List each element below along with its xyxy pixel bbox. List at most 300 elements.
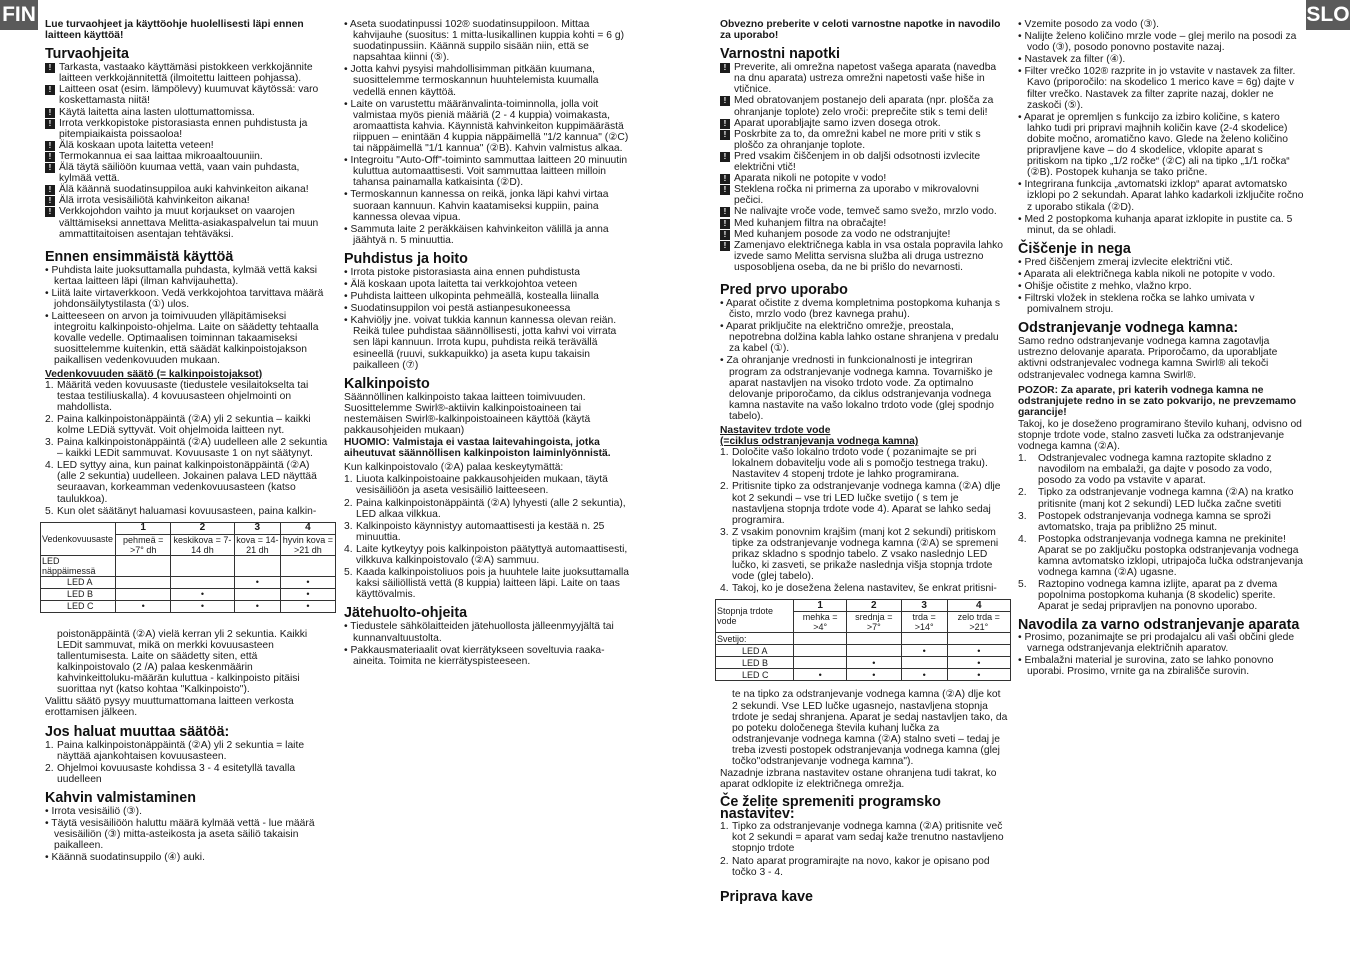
step-number: 4. [344,543,353,555]
bullet-text: Irrota vesisäiliö (③). [51,805,142,817]
step-number: 4. [720,583,729,595]
slo-waste-title: Navodila za varno odstranjevanje aparata [1018,616,1300,633]
step-number: 3. [45,437,54,449]
warning-text: Preverite, ali omrežna napetost vašega aparata (navedba na dnu aparata) ustreza omrežni napetosti vaše hiše in vtičnice. [734,62,997,96]
bullet-text: Aparat priključite na električno omrežje, preostala, nepotrebna dolžina kabla lahko ostane shranjena v predalu za kabel (①). [725,321,999,355]
step-text: Postopka odstranjevanja vodnega kamna ne prekinite! Aparat se po zaključku postopka odstranjevanja vodnega kamna avtomatsko izklopi, utripajoča lučka odstranjevanja vodnega kamna (②A) ugasne. [1038,533,1303,579]
slo-safety-list [720,62,1008,273]
fin-decalc-warning: HUOMIO: Valmistaja ei vastaa laitevahingoista, jotka aiheutuvat säännöllisen kalkinpoiston laiminlyönnistä. [344,437,611,460]
table-cell [234,555,280,576]
numbered-step [720,447,1008,480]
numbered-step [45,763,331,785]
table-cell [171,555,235,576]
numbered-step [1018,579,1306,612]
table-header-cell: Vedenkovuusaste [41,522,116,555]
fin-first-use-title: Ennen ensimmäistä käyttöä [45,248,234,265]
warning-text: Laitteen osat (esim. lämpölevy) kuumuvat käytössä: varo koskettamasta niitä! [59,84,319,107]
slo-clean-title: Čiščenje in nega [1018,240,1131,257]
warning-icon: ! [45,163,55,173]
bullet-text: Kahviöljy jne. voivat tukkia kannun kannessa olevan reiän. Reikä tulee puhdistaa säännöllisesti, jotta kahvi voi virrata sen läpi kannuun. Irrota kupu, puhdista reikä terävällä esineellä (ruuvi, sukkapuikko) ja aseta kupu takaisin paikalleen (⑦) [350,315,617,371]
warning-icon: ! [720,119,730,129]
slo-brew-title: Priprava kave [720,888,813,905]
warning-icon: ! [45,85,55,95]
warning-text: Älä koskaan upota laitetta veteen! [59,139,214,151]
bullet-item: • Puhdista laitteen ulkopinta pehmeällä, kostealla liinalla [344,291,599,303]
table-subheader-cell: hyvin kova = >21 dh [280,534,335,555]
step-text: Raztopino vodnega kamna izlijte, aparat pa z dvema popolnima postopkoma kuhanja (8 skodelic) sperite. Aparat je sedaj pripravljen na ponovno uporabo. [1038,579,1278,613]
numbered-step [45,740,331,762]
slo-brew-list [1018,19,1306,236]
step-number: 2. [344,497,353,509]
bullet-text: Pred čiščenjem zmeraj izvlecite električni vtič. [1024,256,1233,268]
step-text: LED syttyy aina, kun painat kalkinpoistonäppäintä (②A) (alle 2 sekuntia) uudelleen. Jokainen palava LED näyttää seuraavan, korkeamman vedenkovuusasteen (katso taulukkoa). [57,460,317,505]
fin-brew-title: Kahvin valmistaminen [45,789,196,806]
warning-text: Med kuhanjem filtra na obračajte! [734,217,887,229]
table-cell [846,633,901,645]
warning-icon: ! [720,130,730,140]
bullet-item: • Suodatinsuppilon voi pestä astianpesukoneessa [344,303,571,315]
warning-item [720,118,1008,129]
table-header-cell: 4 [280,522,335,534]
fin-intro: Lue turvaohjeet ja käyttöohje huolellisesti läpi ennen laitteen käyttöä! [45,19,304,42]
led-mark: • [280,588,335,600]
bullet-text: Sammuta laite 2 peräkkäisen kahvinkeiton välillä ja anna jäähtyä n. 5 minuuttia. [350,223,609,246]
bullet-item: • Laite on varustettu määränvalinta-toiminnolla, jolla voit valmistaa myös pieniä määriä (2 - 4 kuppia) voimakasta, aromaattista kahvia. Käynnistä kahvinkeiton kuppimäärästä riippuen – enintään 4 kuppia näppäimellä "1/2 kannua" (②C) tai näppäimellä "1/1 kannua" (②B). Kahvin valmistus alkaa. [344,98,629,155]
step-number: 1. [720,821,729,833]
warning-icon: ! [45,207,55,217]
warning-text: Steklena ročka ni primerna za uporabo v mikrovalovni pečici. [734,184,979,207]
bullet-text: Integroitu "Auto-Off"-toiminto sammuttaa laitteen 20 minuutin kuluttua automaattisesti. Voit sammuttaa laitteen milloin tahansa painamalla katkaisinta (②D). [350,155,628,189]
slo-hardness-table [715,599,1011,681]
led-mark: • [947,645,1010,657]
warning-icon: ! [45,152,55,162]
numbered-step [720,821,1008,854]
step-number: 1. [344,474,353,486]
table-header-cell: 3 [234,522,280,534]
warning-icon: ! [45,108,55,118]
warning-item [45,206,331,239]
step-number: 1. [45,739,54,751]
bullet-item: • Aparata ali električnega kabla nikoli ne potopite v vodo. [1018,268,1276,280]
bullet-text: Puhdista laite juoksuttamalla puhdasta, kylmää vettä kaksi kertaa laitteen läpi (ilman kahvijauhetta). [51,264,318,287]
table-row-label: LED B [41,588,116,600]
bullet-text: Med 2 postopkoma kuhanja aparat izklopite in pustite ca. 5 minut, da se ohladi. [1024,213,1293,236]
numbered-step [1018,534,1306,578]
bullet-item: • Za ohranjanje vrednosti in funkcionalnosti je integriran program za odstranjevanje vodnega kamna. Tovarniško je aparat nastavljen na visoko trdoto vode. Za optimalno delovanje priporočamo, da ciklus odstranjevanja vodnega kamna nastavite na vašo lokalno trdoto vode (glej spodnjo tabelo). [720,355,995,422]
bullet-item: • Tiedustele sähkölaitteiden jätehuollosta jälleenmyyjältä tai kunnanvaltuustolta. [344,621,614,644]
table-row-label: LED C [41,600,116,612]
fin-clean-list [344,267,631,371]
warning-item [45,118,331,140]
fin-safety-title: Turvaohjeita [45,46,129,63]
fin-first-use-list [45,265,331,367]
warning-text: Älä täytä säiliöön kuumaa vettä, vaan vain puhdasta, kylmää vettä. [59,162,300,185]
warning-item [720,151,1008,173]
step-text: Paina kalkinpoistonäppäintä (②A) yli 2 sekuntia = laite näyttää ajankohtaisen kovuusasteen. [57,739,305,762]
bullet-item: • Embalažni material je surovina, zato se lahko ponovno uporabi. Prosimo, vrnite ga na zbirališče surovin. [1018,654,1274,677]
bullet-item: • Kahviöljy jne. voivat tukkia kannun kannessa olevan reiän. Reikä tulee puhdistaa säännöllisesti, jotta kahvi voi virrata sen läpi kannuun. Irrota kupu, puhdista reikä terävällä esineellä (ruuvi, sukkapuikko) ja aseta kupu takaisin paikalleen (⑦) [344,315,617,371]
step-number: 2. [720,481,729,493]
language-tag-fin: FIN [0,0,38,30]
bullet-text: Älä koskaan upota laitetta tai verkkojohtoa veteen [350,278,578,290]
bullet-text: Laite on varustettu määränvalinta-toiminnolla, jolla voit valmistaa myös pieniä määriä (2 - 4 kuppia) voimakasta, aromaattista kahvia. Käynnistä kahvinkeiton kuppimäärästä riippuen – enintään 4 kuppia näppäimellä "1/2 kannua" (②C) tai näppäimellä "1/1 kannua" (②B). Kahvin valmistus alkaa. [350,98,629,155]
fin-waste-title: Jätehuolto-ohjeita [344,605,468,622]
warning-item [720,229,1008,240]
bullet-text: Aparata ali električnega kabla nikoli ne potopite v vodo. [1023,268,1276,280]
led-mark: • [171,600,235,612]
step-text: Liuota kalkinpoistoaine pakkausohjeiden mukaan, täytä vesisäiliöön ja aseta vesisäiliö laitteeseen. [356,474,608,497]
warning-icon: ! [45,141,55,151]
led-mark: • [846,657,901,669]
step-text: Odstranjevalec vodnega kamna raztopite skladno z navodilom na embalaži, ga dajte v posodo za vodo, posodo za vodo pa vstavite v aparat. [1038,453,1273,487]
bullet-item: • Termoskannun kannessa on reikä, jonka läpi kahvi virtaa suoraan kannuun. Kahvin kaatamiseksi kuppiin, paina kannessa olevaa vipua. [344,189,609,223]
table-header-cell: 4 [947,600,1010,612]
fin-clean-title: Puhdistus ja hoito [344,250,468,267]
numbered-step [45,506,331,517]
step-number: 3. [344,520,353,532]
bullet-item: • Pakkausmateriaalit ovat kierrätykseen soveltuvia raaka-aineita. Toimita ne kierrätyspisteeseen. [344,644,605,667]
step-text: Kun olet säätänyt haluamasi kovuusasteen, paina kalkin- [57,505,317,517]
bullet-text: Täytä vesisäiliöön haluttu määrä kylmää vettä - lue määrä vesisäiliön (③) mitta-asteikosta ja aseta säiliö takaisin paikalleen. [51,817,315,852]
slo-decalc-when: Takoj, ko je doseženo programirano število kuhanj, odvisno od stopnje trdote vode, stalno zasveti lučka za odstranjevanje vodnega kamna (②A). [1018,418,1302,453]
table-header-cell: 1 [794,600,846,612]
fin-decalc-steps [344,474,631,600]
slo-first-use-title: Pred prvo uporabo [720,281,848,298]
step-text: Kaada kalkinpoistoliuos pois ja huuhtele laite juoksuttamalla kaksi säiliöllistä vettä (8 kuppia) laitteen läpi. Laite on taas käyttövalmis. [356,567,630,601]
warning-item [720,218,1008,229]
warning-icon: ! [720,207,730,217]
step-text: Määritä veden kovuusaste (tiedustele vesilaitokselta tai testaa testiliuskalla). 4 kovuusasteen ohjelmointi on mahdollista. [57,379,309,413]
bullet-item: • Prosimo, pozanimajte se pri prodajalcu ali vaši občini glede varnega odstranjevanja električnih aparatov. [1018,631,1295,654]
step-number: 2. [1018,487,1027,499]
slo-decalc-steps [1018,453,1306,612]
slo-change-title: Če želite spremeniti programsko nastavitev: [720,794,941,823]
step-text: Laite kytkeytyy pois kalkinpoiston päätyttyä automaattisesti, vilkkuva kalkinpoistovalo (②A) sammuu. [356,543,628,567]
numbered-step [344,474,631,496]
led-mark [794,645,846,657]
warning-icon: ! [720,63,730,73]
fin-change-steps [45,740,331,785]
bullet-text: Jotta kahvi pysyisi mahdollisimman pitkään kuumana, suosittelemme termoskannun huuhtelemista kuumalla vedellä ennen käyttöä. [350,64,599,98]
bullet-item: • Liitä laite virtaverkkoon. Vedä verkkojohtoa tarvittava määrä johdonsäilytystilasta (①) ulos. [45,287,324,310]
warning-text: Aparata nikoli ne potopite v vodo! [734,173,887,185]
slo-decalc-title: Odstranjevanje vodnega kamna: [1018,320,1239,337]
warning-icon: ! [720,174,730,184]
warning-item [45,62,331,84]
slo-hardness-title: Nastavitev trdote vode [720,425,831,436]
led-mark: • [901,669,947,681]
step-number: 5. [344,567,353,579]
step-number: 4. [1018,533,1027,545]
bullet-text: Irrota pistoke pistorasiasta aina ennen puhdistusta [350,266,581,278]
warning-icon: ! [720,230,730,240]
table-subheader-cell: trda = >14° [901,612,947,633]
step-text: Postopek odstranjevanja vodnega kamna se sproži avtomatsko, traja pa približno 25 minut. [1038,510,1271,533]
table-header-cell: 2 [171,522,235,534]
bullet-item: • Irrota pistoke pistorasiasta aina ennen puhdistusta [344,266,581,278]
bullet-item: • Jotta kahvi pysyisi mahdollisimman pitkään kuumana, suosittelemme termoskannun huuhtelemista kuumalla vedellä ennen käyttöä. [344,64,599,98]
step-text: Določite vašo lokalno trdoto vode ( pozanimajte se pri lokalnem dobavitelju vode ali s pomočjo testnega traku). Nastavitev 4 stopenj trdote je lahko programirana. [732,447,988,481]
bullet-text: Laitteeseen on arvon ja toimivuuden ylläpitämiseksi integroitu kalkinpoisto-ohjelma. Laite on säädetty tehtaalla kovalle vedelle. Optimaalisen toiminnan takaamiseksi suosittelemme kuitenkin, että säädät kalkinpoistojakson paikallisen vedenkovuuden mukaan. [51,311,319,367]
numbered-step [344,544,631,566]
warning-icon: ! [720,185,730,195]
bullet-item: • Vzemite posodo za vodo (③). [1018,19,1160,30]
bullet-text: Nalijte želeno količino mrzle vode – glej merilo na posodi za vodo (③), posodo ponovno postavite nazaj. [1024,31,1297,54]
table-row-label: LED C [716,669,794,681]
warning-text: Tarkasta, vastaako käyttämäsi pistokkeen verkkojännite laitteen verkkojännitettä (ilmoitettu laitteen pohjassa). [59,62,313,85]
bullet-item: • Täytä vesisäiliöön haluttu määrä kylmää vettä - lue määrä vesisäiliön (③) mitta-asteikosta ja aseta säiliö takaisin paikalleen. [45,817,315,852]
table-subheader-cell: keskikova = 7-14 dh [171,534,235,555]
table-cell [794,633,846,645]
numbered-step [344,567,631,600]
step-text: Nato aparat programirajte na novo, kakor je opisano pod točko 3 - 4. [732,855,990,878]
fin-decalc-when: Kun kalkinpoistovalo (②A) palaa keskeytymättä: [344,462,564,474]
step-number: 2. [45,762,54,774]
fin-hardness-steps [45,380,331,517]
table-row-label: LED A [41,576,116,588]
bullet-text: Käännä suodatinsuppilo (④) auki. [51,852,205,864]
warning-text: Käytä laitetta aina lasten ulottumattomissa. [59,106,255,118]
led-mark [846,645,901,657]
warning-text: Med obratovanjem postanejo deli aparata (npr. plošča za ohranjanje toplote) zelo vroči: preprečite stik s temi deli! [734,95,994,118]
bullet-text: Pakkausmateriaalit ovat kierrätykseen soveltuvia raaka-aineita. Toimita ne kierrätyspisteeseen. [350,644,605,667]
bullet-text: Integrirana funkcija „avtomatski izklop“ aparat avtomatsko izklopi po 2 sekundah. Aparat lahko kadarkoli izključite ročno z uporabo stikala (②D). [1024,179,1304,213]
bullet-text: Puhdista laitteen ulkopinta pehmeällä, kostealla liinalla [350,291,599,303]
warning-item [720,95,1008,117]
bullet-text: Vzemite posodo za vodo (③). [1024,19,1160,30]
numbered-step [720,527,1008,582]
bullet-item: • Aparat priključite na električno omrežje, preostala, nepotrebna dolžina kabla lahko ostane shranjena v predalu za kabel (①). [720,321,999,355]
bullet-item: • Aseta suodatinpussi 102® suodatinsuppiloon. Mittaa kahvijauhe (suositus: 1 mitta-lusikallinen kuppia kohti = 6 g) suodatinpussiin. Käännä suppilo sisään niin, että se napsahtaa kiinni (⑤). [344,19,625,64]
fin-brew-list-b [344,19,631,246]
bullet-text: Nastavek za filter (④). [1024,54,1126,66]
warning-icon: ! [45,63,55,73]
slo-hardness-steps [720,447,1008,594]
table-row-label: Svetijo: [716,633,794,645]
led-mark [234,588,280,600]
numbered-step [1018,487,1306,509]
bullet-item: • Nalijte želeno količino mrzle vode – glej merilo na posodi za vodo (③), posodo ponovno postavite nazaj. [1018,31,1297,54]
warning-item [45,140,331,151]
bullet-item: • Integroitu "Auto-Off"-toiminto sammuttaa laitteen 20 minuutin kuluttua automaattisesti. Voit sammuttaa laitteen milloin tahansa painamalla katkaisinta (②D). [344,155,628,189]
warning-icon: ! [720,96,730,106]
table-subheader-cell: pehmeä = >7° dh [116,534,171,555]
table-header-cell: 3 [901,600,947,612]
warning-text: Älä irrota vesisäiliötä kahvinkeiton aikana! [59,195,250,207]
bullet-text: Liitä laite virtaverkkoon. Vedä verkkojohtoa tarvittava määrä johdonsäilytystilasta (①) ulos. [51,287,324,310]
table-header-cell: 2 [846,600,901,612]
fin-column-left [42,19,334,949]
warning-item [45,151,331,162]
led-mark: • [794,669,846,681]
led-mark [116,588,171,600]
warning-item [45,107,331,118]
step-number: 1. [1018,453,1027,465]
step-number: 2. [45,413,54,425]
numbered-step [45,414,331,436]
slo-first-use-list [720,298,1008,422]
step-text: Paina kalkinpoistonäppäintä (②A) uudelleen alle 2 sekuntia – kaikki LEDit sammuvat. Kovuusaste 1 on nyt säätynyt. [57,437,328,460]
led-mark: • [234,600,280,612]
led-mark: • [171,588,235,600]
step-text: Ohjelmoi kovuusaste kohdissa 3 - 4 esitetyllä tavalla uudelleen [57,762,296,785]
warning-item [45,195,331,206]
fin-decalc-title: Kalkinpoisto [344,375,430,392]
bullet-item: • Nastavek za filter (④). [1018,54,1126,66]
fin-after-table-2: Valittu säätö pysyy muuttumattomana laitteen verkosta erottamisen jälkeen. [45,696,294,719]
warning-text: Irrota verkkopistoke pistorasiasta ennen puhdistusta ja pitempiaikaista poissaoloa! [59,117,308,140]
step-text: Tipko za odstranjevanje vodnega kamna (②A) na kratko pritisnite (manj kot 2 sekundi) LED lučka začne svetiti [1038,487,1294,510]
bullet-text: Embalažni material je surovina, zato se lahko ponovno uporabi. Prosimo, vrnite ga na zbirališče surovin. [1024,654,1274,677]
led-mark: • [280,576,335,588]
led-mark: • [947,669,1010,681]
bullet-text: Prosimo, pozanimajte se pri prodajalcu ali vaši občini glede varnega odstranjevanja električnih aparatov. [1024,631,1295,654]
step-number: 1. [45,379,54,391]
led-mark: • [116,600,171,612]
fin-decalc-intro: Säännöllinen kalkinpoisto takaa laitteen toimivuuden. Suosittelemme Swirl®-aktiivin kalkinpoistoaineen tai nestemäisen Swirl®-kalkinpoistoaineen käyttöä (käytä pakkausohjeiden mukaan) [344,391,591,436]
led-mark [116,576,171,588]
numbered-step [1018,453,1306,486]
led-mark: • [947,657,1010,669]
bullet-item: • Laitteeseen on arvon ja toimivuuden ylläpitämiseksi integroitu kalkinpoisto-ohjelma. Laite on säädetty tehtaalla kovalle vedelle. Optimaalisen toiminnan takaamiseksi suosittelemme kuitenkin, että säädät kalkinpoistojakson paikallisen vedenkovuuden mukaan. [45,311,319,367]
warning-item [720,206,1008,217]
slo-column-left [717,19,1008,949]
table-row-label: LED A [716,645,794,657]
table-cell [280,555,335,576]
table-header-cell: Stopnja trdote vode [716,600,794,633]
table-cell [947,633,1010,645]
warning-item [45,162,331,184]
language-tag-slo: SLO [1306,0,1350,30]
bullet-item: • Ohišje očistite z mehko, vlažno krpo. [1018,280,1192,292]
slo-column-right [1018,19,1306,949]
numbered-step [1018,511,1306,533]
bullet-item: • Filter vrečko 102® razprite in jo vstavite v nastavek za filter. Kavo (priporočilo: na skodelico 1 merico kave = 6g) dajte v filter vrečko. Nastavek za filter zaprite nazaj, dokler ne zaskoči (⑤). [1018,66,1296,111]
bullet-item: • Aparat očistite z dvema kompletnima postopkoma kuhanja s čisto, mrzlo vodo (brez kavnega prahu). [720,297,1001,321]
step-number: 2. [720,855,729,867]
numbered-step [720,481,1008,525]
bullet-item: • Sammuta laite 2 peräkkäisen kahvinkeiton välillä ja anna jäähtyä n. 5 minuuttia. [344,223,609,246]
warning-text: Verkkojohdon vaihto ja muut korjaukset on vaarojen välttämiseksi annettava Melitta-asiakaspalvelun tai muun ammattitaitoisen asentajan tehtäväksi. [59,206,319,240]
bullet-text: Termoskannun kannessa on reikä, jonka läpi kahvi virtaa suoraan kannuun. Kahvin kaatamiseksi kuppiin, paina kannessa olevaa vipua. [350,189,609,223]
slo-decalc-intro: Samo redno odstranjevanje vodnega kamna zagotavlja ustrezno delovanje aparata. Priporočamo, da uporabljate aktivni odstranjevalec vodnega kamna Swirl® ali tekoči odstranjevalec vodnega kamna Swirl®. [1018,336,1278,381]
warning-icon: ! [720,241,730,251]
table-header-cell: 1 [116,522,171,534]
bullet-text: Filtrski vložek in steklena ročka se lahko umivata v pomivalnem stroju. [1024,293,1255,316]
bullet-item: • Filtrski vložek in steklena ročka se lahko umivata v pomivalnem stroju. [1018,293,1255,316]
bullet-item: • Integrirana funkcija „avtomatski izklop“ aparat avtomatsko izklopi po 2 sekundah. Aparat lahko kadarkoli izključite ročno z uporabo stikala (②D). [1018,179,1304,213]
led-mark [901,657,947,669]
slo-clean-list [1018,257,1306,315]
step-text: Pritisnite tipko za odstranjevanje vodnega kamna (②A) dlje kot 2 sekundi – vse tri LED lučke svetijo ( s tem je nastavljena stopnja trdote vode 4). Aparat se lahko sedaj programira. [732,481,1001,526]
slo-after-table-2: Nazadnje izbrana nastavitev ostane ohranjena tudi takrat, ko aparat odklopite iz električnega omrežja. [720,768,997,791]
fin-waste-list [344,621,631,666]
fin-hardness-title: Vedenkovuuden säätö (= kalkinpoistojaksot) [45,368,263,380]
bullet-item: • Älä koskaan upota laitetta tai verkkojohtoa veteen [344,278,578,290]
bullet-item: • Pred čiščenjem zmeraj izvlecite električni vtič. [1018,256,1233,268]
fin-hardness-table [40,522,336,613]
warning-text: Zamenjavo električnega kabla in vsa ostala popravila lahko izvede samo Melitta servisna služba ali druga ustrezno usposobljena oseba, da ne bi prišlo do nevarnosti. [734,239,1004,273]
fin-safety-list [45,62,331,240]
fin-change-title: Jos haluat muuttaa säätöä: [45,723,230,740]
led-mark: • [280,600,335,612]
step-text: Tipko za odstranjevanje vodnega kamna (②A) pritisnite več kot 2 sekundi = aparat vam sedaj kaže trenutno nastavljeno stopnjo trdote [732,821,1004,855]
table-cell [901,633,947,645]
slo-hardness-subtitle: (=ciklus odstranjevanja vodnega kamna) [720,436,919,448]
table-subheader-cell: kova = 14-21 dh [236,534,279,555]
numbered-step [720,856,1008,878]
numbered-step [45,380,331,413]
bullet-item: • Puhdista laite juoksuttamalla puhdasta, kylmää vettä kaksi kertaa laitteen läpi (ilman kahvijauhetta). [45,264,318,287]
bullet-text: Tiedustele sähkölaitteiden jätehuollosta jälleenmyyjältä tai kunnanvaltuustolta. [350,621,614,644]
led-mark: • [901,645,947,657]
warning-icon: ! [45,185,55,195]
warning-item [45,84,331,106]
slo-safety-title: Varnostni napotki [720,46,840,63]
step-text: Z vsakim ponovnim krajšim (manj kot 2 sekundi) pritiskom tipke za odstranjevanje vodnega kamna (②A) se spremeni prikaz skladno s spodnjo tabelo. Z vsako naslednjo LED lučko, ki zasveti, se prikaže naslednja višja stopnja trdote vode (glej tabelo). [732,526,999,583]
bullet-text: Za ohranjanje vrednosti in funkcionalnosti je integriran program za odstranjevanje vodnega kamna. Tovarniško je aparat nastavljen na visoko trdoto vode. Za optimalno delovanje priporočamo, da ciklus odstranjevanja vodnega kamna nastavite na vašo lokalno trdoto vode (glej spodnjo tabelo). [726,355,995,422]
led-mark: • [846,669,901,681]
warning-item [720,129,1008,151]
numbered-step [45,437,331,459]
step-text: Paina kalkinpoistonäppäintä (②A) lyhyesti (alle 2 sekuntia), LED alkaa vilkkua. [356,497,626,520]
slo-change-steps [720,821,1008,877]
bullet-item: • Käännä suodatinsuppilo (④) auki. [45,852,205,864]
step-number: 3. [1018,510,1027,522]
led-mark: • [234,576,280,588]
table-subheader-cell: srednja = >7° [846,612,901,633]
table-subheader-cell: zelo trda = >21° [947,612,1010,633]
bullet-text: Suodatinsuppilon voi pestä astianpesukoneessa [350,303,571,315]
table-cell [116,555,171,576]
warning-text: Aparat uporabljajte samo izven dosega otrok. [734,117,941,129]
warning-text: Med kuhanjem posode za vodo ne odstranjujte! [734,228,951,240]
step-text: Takoj, ko je dosežena želena nastavitev, še enkrat pritisni- [732,583,997,595]
numbered-step [45,460,331,504]
warning-text: Ne nalivajte vroče vode, temveč samo svežo, mrzlo vodo. [734,206,997,218]
warning-text: Älä käännä suodatinsuppiloa auki kahvinkeiton aikana! [59,184,309,196]
fin-column-right [344,19,631,949]
warning-text: Termokannua ei saa laittaa mikroaaltouuniin. [59,150,263,162]
slo-waste-list [1018,632,1306,677]
bullet-item: • Med 2 postopkoma kuhanja aparat izklopite in pustite ca. 5 minut, da se ohladi. [1018,213,1293,236]
bullet-item: • Irrota vesisäiliö (③). [45,805,142,817]
step-number: 1. [720,447,729,459]
step-number: 5. [45,505,54,517]
warning-item [45,184,331,195]
step-text: Kalkinpoisto käynnistyy automaattisesti ja kestää n. 25 minuuttia. [356,520,605,543]
step-text: Paina kalkinpoistonäppäintä (②A) yli 2 sekuntia – kaikki kolme LEDiä syttyvät. Voit ohjelmoida laitteen nyt. [57,413,311,436]
bullet-text: Ohišje očistite z mehko, vlažno krpo. [1024,280,1192,292]
slo-decalc-warning: POZOR: Za aparate, pri katerih vodnega kamna ne odstranjujete redno in se zato pokvarijo, ne prevzemamo garancije! [1018,384,1297,418]
bullet-text: Aseta suodatinpussi 102® suodatinsuppiloon. Mittaa kahvijauhe (suositus: 1 mitta-lusikallinen kuppia kohti = 6 g) suodatinpussiin. Käännä suppilo sisään niin, että se napsahtaa kiinni (⑤). [349,19,625,64]
numbered-step [344,521,631,543]
slo-after-table: te na tipko za odstranjevanje vodnega kamna (②A) dlje kot 2 sekundi. Vse LED lučke ugasnejo, nastavljena stopnja trdote je sedaj shranjena. Aparat je sedaj nastavljen tako, da po poteku določenega števila kuhanj lučka za odstranjevanje vodnega kamna (②A) stalno sveti – tedaj je treba izvesti postopek odstranjevanja vodnega kamna (glej točko"odstranjevanje vodnega kamna"). [732,689,1008,767]
table-row-label: LED näppäimessä [41,555,116,576]
warning-item [720,62,1008,95]
warning-text: Pred vsakim čiščenjem in ob daljši odsotnosti izvlecite električni vtič! [734,150,981,174]
table-subheader-cell: mehka = >4° [794,612,846,633]
fin-brew-list-a [45,806,331,863]
warning-icon: ! [720,152,730,162]
bullet-text: Aparat je opremljen s funkcijo za izbiro količine, s katero lahko tudi pri pripravi majhnih količin kave (2-4 skodelice) dobite močno, aromatično kavo. Glede na želeno količino pripravljene kave – do 4 skodelice, vklopite aparat s pritiskom na tipko „1/2 ročke“ (②C) ali na tipko „1/1 ročka“ (②B). Postopek kuhanja se tako prične. [1023,111,1290,179]
step-number: 3. [720,526,729,538]
table-row-label: LED B [716,657,794,669]
warning-item [720,184,1008,206]
fin-after-table: poistonäppäintä (②A) vielä kerran yli 2 sekuntia. Kaikki LEDit sammuvat, mikä on merkki kovuusasteen tallentumisesta. Laite on säädetty siten, että kalkinpoistovalo (2 /A) palaa keskenmäärin kahvinkeittoluku-määrän kuluttua - kalkinpoisto pitäisi suorittaa nyt (katso kohtaa "Kalkinpoisto"). [57,628,308,696]
led-mark [171,576,235,588]
slo-intro: Obvezno preberite v celoti varnostne napotke in navodilo za uporabo! [720,19,1001,42]
